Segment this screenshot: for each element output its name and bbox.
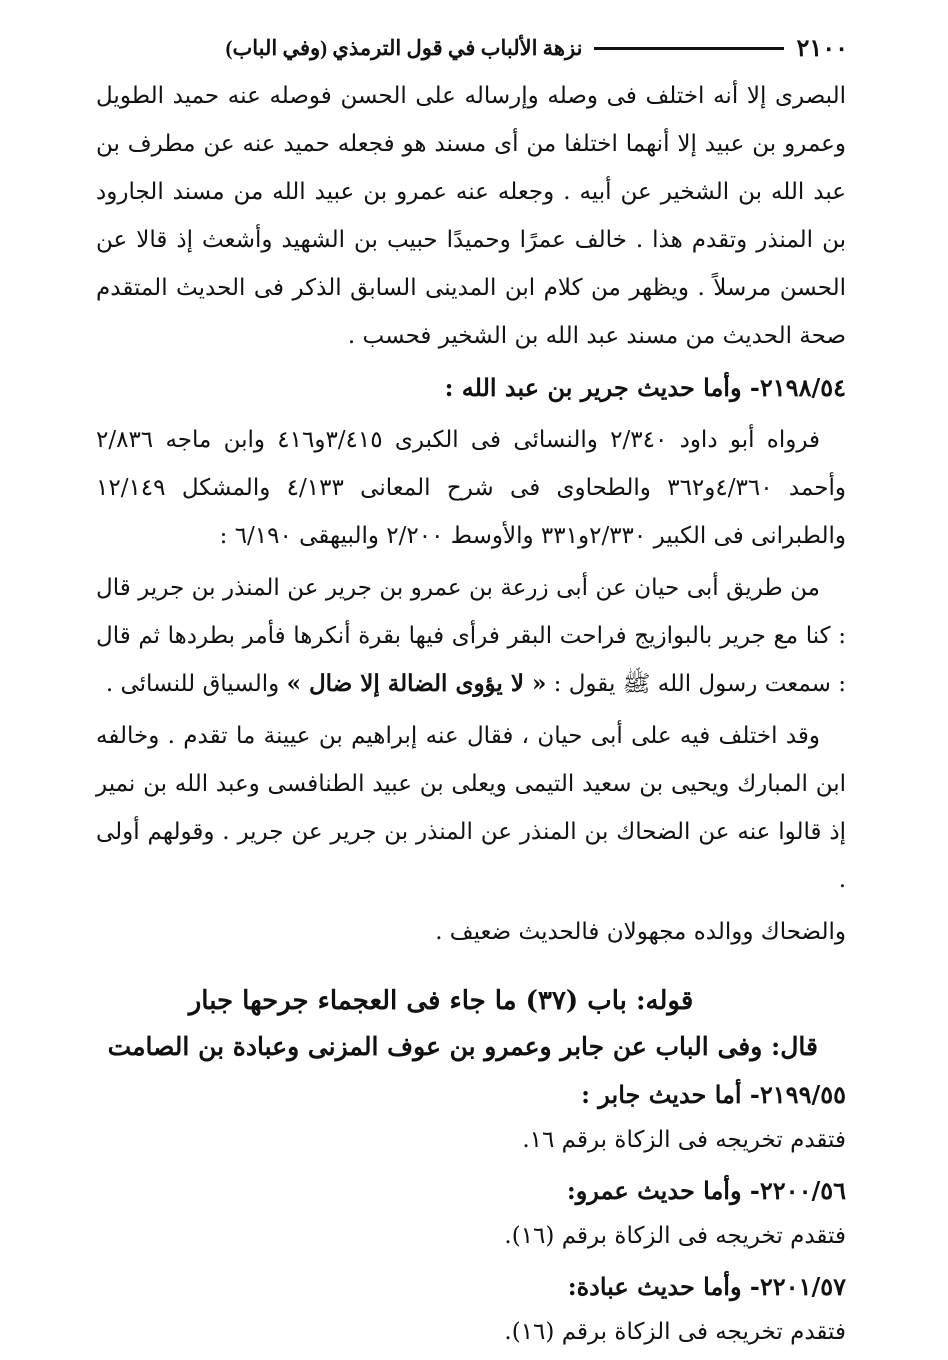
hadith-2198-title: ٢١٩٨/٥٤- وأما حديث جرير بن عبد الله : [444, 373, 846, 402]
hadith-2199-text: فتقدم تخريجه فى الزكاة برقم ١٦. [522, 1127, 846, 1153]
qala-label: قال: [771, 1032, 818, 1061]
hadith-2198-sources: فرواه أبو داود ٢/٣٤٠ والنسائى فى الكبرى ٣/٤١٥و٤١٦ وابن ماجه ٢/٨٣٦ وأحمد ٤/٣٦٠و٣٦٢ والطحاوى فى شرح المعانى ٤/١٣٣ والمشكل ١٢/١٤٩ والطبرانى فى الكبير ٢/٣٣٠و٣٣١ والأوسط ٢/٢٠٠ والبيهقى ٦/١٩٠ : [96, 427, 846, 549]
page-number: ٢١٠٠ [796, 35, 848, 62]
hadith-2201-text: فتقدم تخريجه فى الزكاة برقم (١٦). [504, 1319, 846, 1345]
running-title: نزهة الألباب في قول الترمذي (وفي الباب) [225, 35, 583, 60]
chapter-statement [96, 1024, 846, 1070]
chain-text: من طريق أبى حيان عن أبى زرعة بن عمرو بن جرير عن المنذر بن جرير قال : كنا مع جرير بالبوازيج فراحت البقر فرأى فيها بقرة أنكرها فأمر بطردها ثم قال : سمعت رسول الله ﷺ يقول : [96, 575, 846, 697]
chain-text-end: والسياق للنسائى . [105, 671, 280, 697]
paragraph-continuation: البصرى إلا أنه اختلف فى وصله وإرساله على الحسن فوصله عنه حميد الطويل وعمرو بن عبيد إلا أنهما اختلفا من أى مسند هو فجعله حميد عنه عن مطرف بن عبد الله بن الشخير عن أبيه . وجعله عنه عمرو بن عبيد الله من مسند الجارود بن المنذر وتقدم هذا . خالف عمرًا وحميدًا حبيب بن الشهيد وأشعث إذ قالا عن الحسن مرسلاً . ويظهر من كلام ابن المدينى السابق الذكر فى الحديث المتقدم صحة الحديث من مسند عبد الله بن الشخير فحسب . [96, 83, 846, 349]
hadith-2199-title: ٢١٩٩/٥٥- أما حديث جابر : [581, 1080, 846, 1109]
qala-text: وفى الباب عن جابر وعمرو بن عوف المزنى وعبادة بن الصامت [107, 1032, 763, 1061]
hadith-2198-discussion: وقد اختلف فيه على أبى حيان ، فقال عنه إبراهيم بن عيينة ما تقدم . وخالفه ابن المبارك ويحيى بن سعيد التيمى ويعلى بن عبيد الطنافسى وعبد الله بن نمير إذ قالوا عنه عن الضحاك بن المنذر عن المنذر بن جرير عن جرير . وقولهم أولى . [96, 723, 846, 893]
page-body [96, 72, 846, 1360]
page-header [90, 30, 848, 66]
header-rule [594, 47, 784, 50]
chapter-heading: قوله: باب (٣٧) ما جاء فى العجماء جرحها جبار [188, 986, 694, 1016]
hadith-2201-title: ٢٢٠١/٥٧- وأما حديث عبادة: [567, 1272, 846, 1301]
hadith-2198-chain [96, 564, 846, 708]
hadith-quote: « لا يؤوى الضالة إلا ضال » [286, 670, 547, 697]
hadith-2200-text: فتقدم تخريجه فى الزكاة برقم (١٦). [504, 1223, 846, 1249]
hadith-2198-verdict: والضحاك ووالده مجهولان فالحديث ضعيف . [435, 919, 846, 945]
hadith-2200-title: ٢٢٠٠/٥٦- وأما حديث عمرو: [566, 1176, 846, 1205]
